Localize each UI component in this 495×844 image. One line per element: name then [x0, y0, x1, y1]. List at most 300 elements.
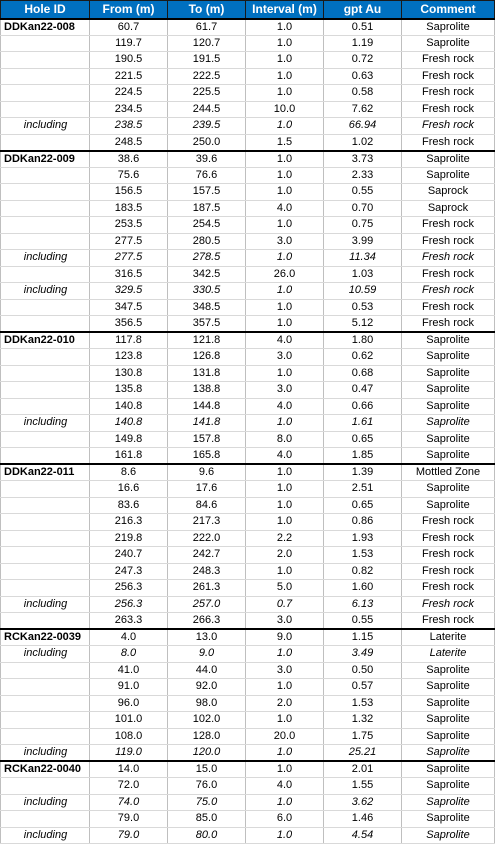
cell-hole-id: including [1, 794, 90, 811]
cell-to: 244.5 [168, 101, 246, 118]
cell-gpt-au: 3.73 [324, 151, 402, 168]
cell-interval: 3.0 [246, 613, 324, 630]
cell-to: 187.5 [168, 200, 246, 217]
cell-gpt-au: 0.51 [324, 19, 402, 36]
cell-gpt-au: 1.80 [324, 332, 402, 349]
cell-hole-id [1, 365, 90, 382]
table-row [1, 266, 495, 283]
cell-gpt-au: 1.61 [324, 415, 402, 432]
cell-from: 256.3 [90, 580, 168, 597]
cell-hole-id: including [1, 415, 90, 432]
cell-interval: 9.0 [246, 629, 324, 646]
cell-comment: Fresh rock [402, 233, 495, 250]
cell-hole-id: including [1, 646, 90, 663]
cell-interval: 1.0 [246, 151, 324, 168]
cell-gpt-au: 1.55 [324, 778, 402, 795]
cell-gpt-au: 1.60 [324, 580, 402, 597]
cell-from: 108.0 [90, 728, 168, 745]
cell-hole-id [1, 382, 90, 399]
table-body [1, 19, 495, 844]
cell-gpt-au: 0.57 [324, 679, 402, 696]
cell-comment: Fresh rock [402, 250, 495, 267]
cell-from: 149.8 [90, 431, 168, 448]
table-row [1, 398, 495, 415]
cell-to: 342.5 [168, 266, 246, 283]
cell-from: 221.5 [90, 68, 168, 85]
table-row [1, 596, 495, 613]
cell-gpt-au: 3.99 [324, 233, 402, 250]
header-gpt-au: gpt Au [324, 1, 402, 19]
table-row [1, 101, 495, 118]
cell-comment: Saprock [402, 200, 495, 217]
cell-comment: Fresh rock [402, 118, 495, 135]
cell-comment: Saprolite [402, 167, 495, 184]
cell-to: 330.5 [168, 283, 246, 300]
cell-to: 261.3 [168, 580, 246, 597]
cell-comment: Laterite [402, 646, 495, 663]
table-row [1, 761, 495, 778]
table-row [1, 563, 495, 580]
cell-gpt-au: 1.19 [324, 35, 402, 52]
table-row [1, 794, 495, 811]
cell-to: 254.5 [168, 217, 246, 234]
cell-interval: 1.0 [246, 745, 324, 762]
cell-from: 161.8 [90, 448, 168, 465]
cell-hole-id [1, 728, 90, 745]
cell-gpt-au: 6.13 [324, 596, 402, 613]
cell-comment: Saprolite [402, 35, 495, 52]
cell-comment: Saprolite [402, 811, 495, 828]
cell-comment: Saprolite [402, 712, 495, 729]
cell-to: 98.0 [168, 695, 246, 712]
cell-interval: 3.0 [246, 662, 324, 679]
table-row [1, 68, 495, 85]
cell-hole-id [1, 134, 90, 151]
cell-hole-id: DDKan22-008 [1, 19, 90, 36]
cell-to: 84.6 [168, 497, 246, 514]
cell-interval: 4.0 [246, 398, 324, 415]
cell-hole-id [1, 35, 90, 52]
cell-from: 253.5 [90, 217, 168, 234]
cell-to: 222.5 [168, 68, 246, 85]
cell-comment: Fresh rock [402, 613, 495, 630]
cell-from: 8.6 [90, 464, 168, 481]
cell-from: 4.0 [90, 629, 168, 646]
cell-comment: Fresh rock [402, 134, 495, 151]
cell-gpt-au: 0.65 [324, 497, 402, 514]
cell-from: 329.5 [90, 283, 168, 300]
cell-from: 219.8 [90, 530, 168, 547]
cell-from: 91.0 [90, 679, 168, 696]
cell-from: 216.3 [90, 514, 168, 531]
cell-interval: 4.0 [246, 200, 324, 217]
cell-gpt-au: 0.65 [324, 431, 402, 448]
cell-to: 61.7 [168, 19, 246, 36]
cell-gpt-au: 0.70 [324, 200, 402, 217]
table-row [1, 118, 495, 135]
cell-gpt-au: 0.55 [324, 613, 402, 630]
cell-comment: Laterite [402, 629, 495, 646]
cell-gpt-au: 1.93 [324, 530, 402, 547]
cell-to: 85.0 [168, 811, 246, 828]
cell-from: 41.0 [90, 662, 168, 679]
cell-to: 102.0 [168, 712, 246, 729]
cell-interval: 1.0 [246, 761, 324, 778]
cell-to: 280.5 [168, 233, 246, 250]
cell-to: 80.0 [168, 827, 246, 844]
cell-interval: 1.0 [246, 299, 324, 316]
cell-from: 347.5 [90, 299, 168, 316]
cell-to: 250.0 [168, 134, 246, 151]
cell-hole-id [1, 266, 90, 283]
header-row [1, 1, 495, 19]
cell-to: 157.5 [168, 184, 246, 201]
cell-from: 83.6 [90, 497, 168, 514]
cell-gpt-au: 1.03 [324, 266, 402, 283]
cell-to: 120.0 [168, 745, 246, 762]
cell-gpt-au: 1.75 [324, 728, 402, 745]
cell-to: 357.5 [168, 316, 246, 333]
table-row [1, 629, 495, 646]
cell-comment: Fresh rock [402, 68, 495, 85]
cell-comment: Fresh rock [402, 299, 495, 316]
cell-gpt-au: 1.85 [324, 448, 402, 465]
table-row [1, 35, 495, 52]
cell-interval: 1.0 [246, 563, 324, 580]
cell-gpt-au: 0.82 [324, 563, 402, 580]
cell-to: 44.0 [168, 662, 246, 679]
cell-interval: 1.0 [246, 167, 324, 184]
table-row [1, 184, 495, 201]
table-row [1, 19, 495, 36]
cell-interval: 1.0 [246, 68, 324, 85]
cell-hole-id: including [1, 745, 90, 762]
cell-from: 247.3 [90, 563, 168, 580]
cell-comment: Fresh rock [402, 316, 495, 333]
cell-comment: Saprolite [402, 827, 495, 844]
cell-interval: 1.0 [246, 365, 324, 382]
cell-hole-id [1, 349, 90, 366]
cell-interval: 1.0 [246, 283, 324, 300]
cell-to: 76.6 [168, 167, 246, 184]
cell-gpt-au: 2.33 [324, 167, 402, 184]
cell-comment: Saprolite [402, 761, 495, 778]
cell-interval: 1.0 [246, 415, 324, 432]
cell-to: 76.0 [168, 778, 246, 795]
table-row [1, 134, 495, 151]
cell-comment: Fresh rock [402, 547, 495, 564]
table-row [1, 151, 495, 168]
cell-from: 119.7 [90, 35, 168, 52]
cell-interval: 10.0 [246, 101, 324, 118]
cell-to: 348.5 [168, 299, 246, 316]
table-row [1, 233, 495, 250]
cell-gpt-au: 0.66 [324, 398, 402, 415]
cell-interval: 5.0 [246, 580, 324, 597]
cell-from: 316.5 [90, 266, 168, 283]
cell-to: 15.0 [168, 761, 246, 778]
cell-hole-id: DDKan22-011 [1, 464, 90, 481]
cell-to: 266.3 [168, 613, 246, 630]
cell-comment: Fresh rock [402, 596, 495, 613]
cell-interval: 1.5 [246, 134, 324, 151]
cell-comment: Saprolite [402, 332, 495, 349]
table-row [1, 514, 495, 531]
cell-gpt-au: 11.34 [324, 250, 402, 267]
cell-comment: Saprolite [402, 679, 495, 696]
cell-interval: 26.0 [246, 266, 324, 283]
cell-comment: Fresh rock [402, 85, 495, 102]
cell-from: 119.0 [90, 745, 168, 762]
table-row [1, 662, 495, 679]
cell-hole-id [1, 514, 90, 531]
cell-from: 356.5 [90, 316, 168, 333]
cell-from: 96.0 [90, 695, 168, 712]
table-row [1, 778, 495, 795]
cell-comment: Fresh rock [402, 101, 495, 118]
cell-comment: Saprolite [402, 349, 495, 366]
cell-from: 101.0 [90, 712, 168, 729]
cell-interval: 1.0 [246, 464, 324, 481]
cell-gpt-au: 1.39 [324, 464, 402, 481]
cell-hole-id [1, 431, 90, 448]
table-row [1, 448, 495, 465]
cell-gpt-au: 0.47 [324, 382, 402, 399]
cell-to: 157.8 [168, 431, 246, 448]
cell-interval: 1.0 [246, 250, 324, 267]
cell-to: 128.0 [168, 728, 246, 745]
table-row [1, 728, 495, 745]
cell-from: 263.3 [90, 613, 168, 630]
cell-gpt-au: 1.53 [324, 547, 402, 564]
cell-hole-id [1, 52, 90, 69]
header-from: From (m) [90, 1, 168, 19]
cell-hole-id [1, 679, 90, 696]
cell-hole-id [1, 299, 90, 316]
table-row [1, 613, 495, 630]
cell-from: 16.6 [90, 481, 168, 498]
table-row [1, 695, 495, 712]
cell-gpt-au: 7.62 [324, 101, 402, 118]
cell-gpt-au: 66.94 [324, 118, 402, 135]
cell-from: 183.5 [90, 200, 168, 217]
cell-comment: Fresh rock [402, 563, 495, 580]
cell-interval: 2.2 [246, 530, 324, 547]
cell-interval: 3.0 [246, 233, 324, 250]
cell-interval: 4.0 [246, 448, 324, 465]
cell-to: 191.5 [168, 52, 246, 69]
cell-from: 75.6 [90, 167, 168, 184]
cell-hole-id [1, 563, 90, 580]
cell-comment: Saprolite [402, 431, 495, 448]
cell-to: 278.5 [168, 250, 246, 267]
cell-hole-id: DDKan22-010 [1, 332, 90, 349]
table-row [1, 299, 495, 316]
cell-from: 256.3 [90, 596, 168, 613]
cell-from: 140.8 [90, 398, 168, 415]
cell-from: 72.0 [90, 778, 168, 795]
table-row [1, 580, 495, 597]
cell-hole-id [1, 662, 90, 679]
cell-gpt-au: 2.51 [324, 481, 402, 498]
cell-from: 135.8 [90, 382, 168, 399]
cell-comment: Saprolite [402, 497, 495, 514]
cell-interval: 1.0 [246, 646, 324, 663]
cell-hole-id [1, 184, 90, 201]
table-row [1, 827, 495, 844]
cell-hole-id [1, 695, 90, 712]
cell-to: 131.8 [168, 365, 246, 382]
cell-gpt-au: 1.32 [324, 712, 402, 729]
header-comment: Comment [402, 1, 495, 19]
table-row [1, 679, 495, 696]
cell-hole-id: including [1, 827, 90, 844]
cell-to: 17.6 [168, 481, 246, 498]
cell-to: 75.0 [168, 794, 246, 811]
table-row [1, 217, 495, 234]
header-hole-id: Hole ID [1, 1, 90, 19]
cell-gpt-au: 0.53 [324, 299, 402, 316]
cell-interval: 6.0 [246, 811, 324, 828]
cell-interval: 1.0 [246, 481, 324, 498]
cell-comment: Saprolite [402, 151, 495, 168]
cell-hole-id: including [1, 118, 90, 135]
table-row [1, 464, 495, 481]
cell-from: 130.8 [90, 365, 168, 382]
cell-from: 224.5 [90, 85, 168, 102]
cell-hole-id: DDKan22-009 [1, 151, 90, 168]
cell-gpt-au: 0.63 [324, 68, 402, 85]
cell-from: 190.5 [90, 52, 168, 69]
cell-to: 39.6 [168, 151, 246, 168]
cell-gpt-au: 5.12 [324, 316, 402, 333]
table-row [1, 332, 495, 349]
cell-hole-id: including [1, 596, 90, 613]
cell-to: 9.0 [168, 646, 246, 663]
cell-to: 239.5 [168, 118, 246, 135]
table-row [1, 365, 495, 382]
cell-gpt-au: 0.68 [324, 365, 402, 382]
cell-hole-id [1, 167, 90, 184]
cell-gpt-au: 0.75 [324, 217, 402, 234]
cell-comment: Saprolite [402, 662, 495, 679]
cell-from: 123.8 [90, 349, 168, 366]
cell-to: 126.8 [168, 349, 246, 366]
cell-hole-id [1, 547, 90, 564]
cell-from: 156.5 [90, 184, 168, 201]
cell-from: 8.0 [90, 646, 168, 663]
cell-gpt-au: 10.59 [324, 283, 402, 300]
cell-hole-id: RCKan22-0040 [1, 761, 90, 778]
cell-from: 38.6 [90, 151, 168, 168]
cell-interval: 20.0 [246, 728, 324, 745]
cell-comment: Saprolite [402, 728, 495, 745]
cell-comment: Saprolite [402, 382, 495, 399]
cell-gpt-au: 25.21 [324, 745, 402, 762]
cell-gpt-au: 1.53 [324, 695, 402, 712]
table-row [1, 250, 495, 267]
cell-comment: Saprolite [402, 745, 495, 762]
cell-to: 92.0 [168, 679, 246, 696]
cell-to: 242.7 [168, 547, 246, 564]
cell-from: 234.5 [90, 101, 168, 118]
header-to: To (m) [168, 1, 246, 19]
cell-hole-id [1, 316, 90, 333]
cell-hole-id: including [1, 250, 90, 267]
table-header [1, 1, 495, 19]
cell-gpt-au: 1.02 [324, 134, 402, 151]
cell-comment: Saprolite [402, 398, 495, 415]
cell-to: 222.0 [168, 530, 246, 547]
cell-hole-id [1, 580, 90, 597]
cell-interval: 4.0 [246, 778, 324, 795]
cell-interval: 1.0 [246, 316, 324, 333]
cell-to: 13.0 [168, 629, 246, 646]
cell-from: 117.8 [90, 332, 168, 349]
cell-gpt-au: 1.46 [324, 811, 402, 828]
table-row [1, 497, 495, 514]
cell-from: 14.0 [90, 761, 168, 778]
cell-to: 248.3 [168, 563, 246, 580]
cell-interval: 3.0 [246, 382, 324, 399]
table-row [1, 431, 495, 448]
cell-hole-id [1, 233, 90, 250]
table-row [1, 530, 495, 547]
cell-comment: Fresh rock [402, 217, 495, 234]
cell-from: 277.5 [90, 250, 168, 267]
cell-from: 60.7 [90, 19, 168, 36]
cell-comment: Fresh rock [402, 530, 495, 547]
cell-to: 144.8 [168, 398, 246, 415]
cell-gpt-au: 0.62 [324, 349, 402, 366]
cell-to: 120.7 [168, 35, 246, 52]
table-row [1, 85, 495, 102]
cell-comment: Fresh rock [402, 266, 495, 283]
cell-interval: 8.0 [246, 431, 324, 448]
cell-gpt-au: 0.72 [324, 52, 402, 69]
cell-interval: 3.0 [246, 349, 324, 366]
cell-from: 238.5 [90, 118, 168, 135]
cell-gpt-au: 1.15 [324, 629, 402, 646]
cell-to: 141.8 [168, 415, 246, 432]
cell-comment: Saprolite [402, 19, 495, 36]
cell-comment: Saprolite [402, 365, 495, 382]
cell-hole-id [1, 497, 90, 514]
cell-interval: 1.0 [246, 19, 324, 36]
cell-comment: Fresh rock [402, 514, 495, 531]
cell-hole-id [1, 712, 90, 729]
cell-to: 165.8 [168, 448, 246, 465]
cell-comment: Saprolite [402, 448, 495, 465]
cell-hole-id [1, 68, 90, 85]
cell-from: 277.5 [90, 233, 168, 250]
cell-hole-id [1, 778, 90, 795]
cell-hole-id: RCKan22-0039 [1, 629, 90, 646]
cell-comment: Saprock [402, 184, 495, 201]
cell-interval: 1.0 [246, 52, 324, 69]
cell-to: 9.6 [168, 464, 246, 481]
cell-interval: 1.0 [246, 85, 324, 102]
table-row [1, 646, 495, 663]
header-interval: Interval (m) [246, 1, 324, 19]
cell-gpt-au: 4.54 [324, 827, 402, 844]
cell-interval: 1.0 [246, 217, 324, 234]
cell-from: 140.8 [90, 415, 168, 432]
cell-interval: 1.0 [246, 794, 324, 811]
table-row [1, 811, 495, 828]
cell-from: 248.5 [90, 134, 168, 151]
cell-comment: Saprolite [402, 481, 495, 498]
